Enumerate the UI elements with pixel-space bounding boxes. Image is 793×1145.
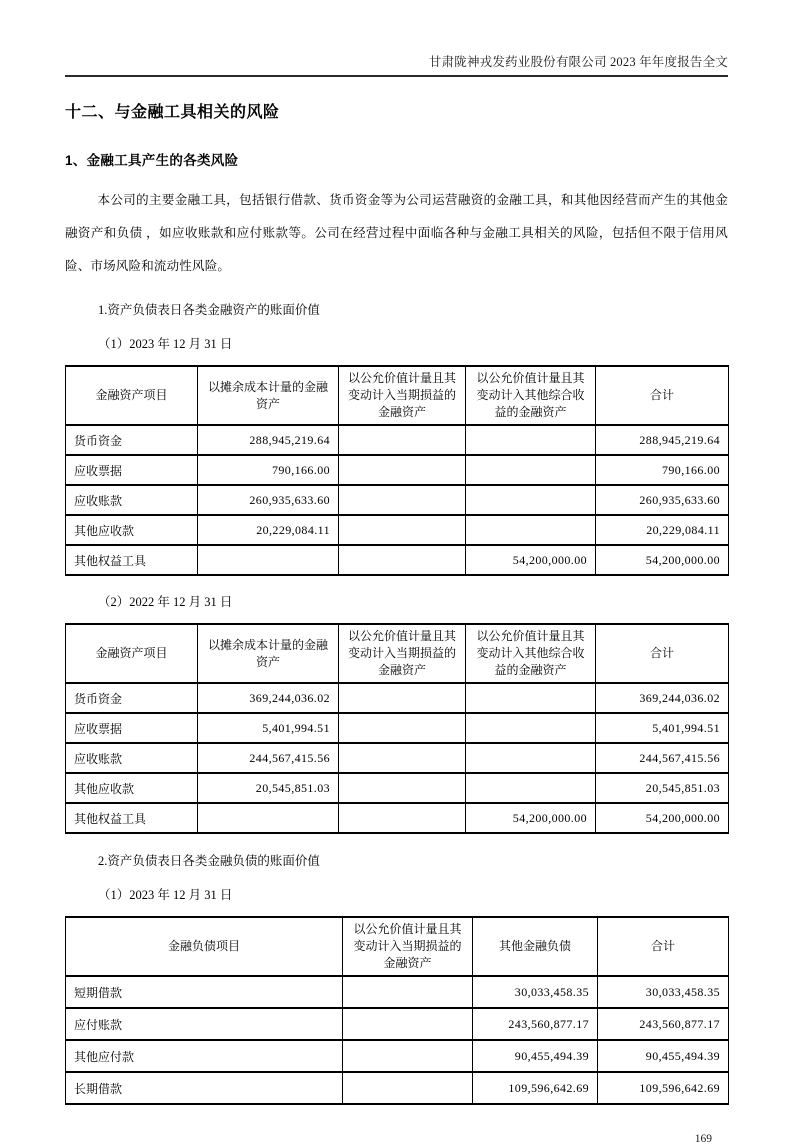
value-cell: [343, 1040, 473, 1072]
row-label-cell: 其他应收款: [66, 515, 198, 545]
table-row: [66, 713, 729, 743]
value-cell: [339, 743, 466, 773]
table-header-cell: 其他金融负债: [473, 917, 598, 976]
value-cell: [339, 773, 466, 803]
value-cell: [339, 713, 466, 743]
table-header-cell: 以摊余成本计量的金融资产: [198, 624, 339, 683]
value-cell: 54,200,000.00: [466, 545, 596, 575]
financial-liabilities-2023-table: [65, 916, 729, 1105]
table-header-cell: 以公允价值计量且其变动计入其他综合收益的金融资产: [466, 624, 596, 683]
value-cell: [466, 485, 596, 515]
table-header-cell: 合计: [596, 624, 729, 683]
row-label-cell: 货币资金: [66, 425, 198, 455]
value-cell: 369,244,036.02: [596, 683, 729, 713]
value-cell: [339, 803, 466, 833]
value-cell: 790,166.00: [596, 455, 729, 485]
value-cell: 20,229,084.11: [198, 515, 339, 545]
value-cell: 54,200,000.00: [596, 545, 729, 575]
value-cell: 5,401,994.51: [198, 713, 339, 743]
table-row: [66, 743, 729, 773]
value-cell: 20,545,851.03: [198, 773, 339, 803]
table-row: [66, 455, 729, 485]
row-label-cell: 应收账款: [66, 485, 198, 515]
table-header-cell: 金融资产项目: [66, 366, 198, 425]
value-cell: 30,033,458.35: [598, 976, 729, 1008]
value-cell: [466, 455, 596, 485]
page-header-title: 甘肃陇神戎发药业股份有限公司 2023 年年度报告全文: [428, 55, 728, 69]
page-number: 169: [694, 1133, 712, 1145]
value-cell: 90,455,494.39: [598, 1040, 729, 1072]
table-row: [66, 803, 729, 833]
value-cell: [466, 515, 596, 545]
header-rule: [65, 75, 728, 77]
financial-assets-2023-table: [65, 365, 729, 576]
value-cell: 90,455,494.39: [473, 1040, 598, 1072]
table-header-row: [66, 366, 729, 425]
table-row: [66, 425, 729, 455]
assets-date-2022-label: （2）2022 年 12 月 31 日: [98, 595, 233, 609]
table-header-cell: 金融负债项目: [66, 917, 343, 976]
value-cell: [466, 743, 596, 773]
row-label-cell: 其他应付款: [66, 1040, 343, 1072]
table-row: [66, 773, 729, 803]
value-cell: [339, 455, 466, 485]
value-cell: 109,596,642.69: [473, 1072, 598, 1104]
value-cell: 20,545,851.03: [596, 773, 729, 803]
value-cell: [198, 545, 339, 575]
table-row: [66, 485, 729, 515]
table-header-cell: 以公允价值计量且其变动计入当期损益的金融资产: [343, 917, 473, 976]
row-label-cell: 其他权益工具: [66, 803, 198, 833]
value-cell: 369,244,036.02: [198, 683, 339, 713]
value-cell: [343, 976, 473, 1008]
table-header-cell: 以公允价值计量且其变动计入当期损益的金融资产: [339, 624, 466, 683]
value-cell: [339, 425, 466, 455]
value-cell: 243,560,877.17: [598, 1008, 729, 1040]
row-label-cell: 应收票据: [66, 713, 198, 743]
value-cell: 54,200,000.00: [596, 803, 729, 833]
value-cell: [466, 683, 596, 713]
table-header-cell: 金融资产项目: [66, 624, 198, 683]
value-cell: 20,229,084.11: [596, 515, 729, 545]
value-cell: [466, 773, 596, 803]
table-header-cell: 以公允价值计量且其变动计入其他综合收益的金融资产: [466, 366, 596, 425]
table-row: [66, 1072, 729, 1104]
value-cell: 260,935,633.60: [596, 485, 729, 515]
table-row: [66, 976, 729, 1008]
value-cell: [198, 803, 339, 833]
assets-item-label: 1.资产负债表日各类金融资产的账面价值: [98, 303, 320, 317]
liabilities-item-label: 2.资产负债表日各类金融负债的账面价值: [98, 854, 320, 868]
value-cell: [339, 545, 466, 575]
value-cell: [466, 713, 596, 743]
value-cell: [343, 1008, 473, 1040]
table-row: [66, 683, 729, 713]
table-header-row: [66, 624, 729, 683]
value-cell: [339, 515, 466, 545]
table-row: [66, 1008, 729, 1040]
row-label-cell: 货币资金: [66, 683, 198, 713]
table-header-cell: 合计: [596, 366, 729, 425]
row-label-cell: 短期借款: [66, 976, 343, 1008]
row-label-cell: 其他权益工具: [66, 545, 198, 575]
liabilities-date-2023-label: （1）2023 年 12 月 31 日: [98, 888, 233, 902]
value-cell: 30,033,458.35: [473, 976, 598, 1008]
value-cell: 244,567,415.56: [198, 743, 339, 773]
table-row: [66, 1040, 729, 1072]
assets-date-2023-label: （1）2023 年 12 月 31 日: [98, 337, 233, 351]
row-label-cell: 应收票据: [66, 455, 198, 485]
table-header-row: [66, 917, 729, 976]
table-header-cell: 以摊余成本计量的金融资产: [198, 366, 339, 425]
table-row: [66, 545, 729, 575]
value-cell: 54,200,000.00: [466, 803, 596, 833]
value-cell: 288,945,219.64: [596, 425, 729, 455]
value-cell: 5,401,994.51: [596, 713, 729, 743]
table-header-cell: 以公允价值计量且其变动计入当期损益的金融资产: [339, 366, 466, 425]
financial-assets-2022-table: [65, 623, 729, 834]
value-cell: 243,560,877.17: [473, 1008, 598, 1040]
value-cell: [466, 425, 596, 455]
row-label-cell: 长期借款: [66, 1072, 343, 1104]
value-cell: 109,596,642.69: [598, 1072, 729, 1104]
value-cell: [339, 485, 466, 515]
row-label-cell: 应付账款: [66, 1008, 343, 1040]
value-cell: 244,567,415.56: [596, 743, 729, 773]
section-title: 十二、与金融工具相关的风险: [65, 104, 280, 121]
row-label-cell: 应收账款: [66, 743, 198, 773]
value-cell: 260,935,633.60: [198, 485, 339, 515]
table-header-cell: 合计: [598, 917, 729, 976]
row-label-cell: 其他应收款: [66, 773, 198, 803]
value-cell: 288,945,219.64: [198, 425, 339, 455]
subsection-title: 1、金融工具产生的各类风险: [65, 153, 239, 168]
body-paragraph: 本公司的主要金融工具，包括银行借款、货币资金等为公司运营融资的金融工具，和其他因经营而产生的其他金融资产和负债 ，如应收账款和应付账款等。公司在经营过程中面临各种与金融工具相关的风险，包括但不限于信用风险、市场风险和流动性风险。: [65, 193, 728, 273]
value-cell: [339, 683, 466, 713]
value-cell: 790,166.00: [198, 455, 339, 485]
table-row: [66, 515, 729, 545]
value-cell: [343, 1072, 473, 1104]
